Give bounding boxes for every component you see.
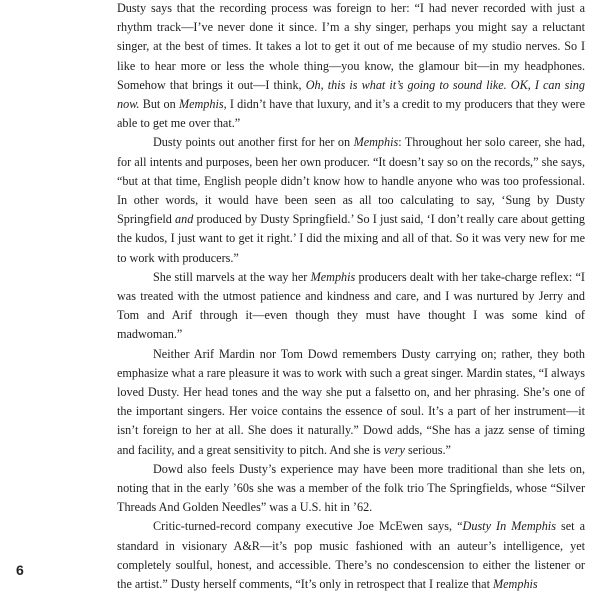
text-run: Neither Arif Mardin nor Tom Dowd remembers Dusty carrying on; rather, they both emphasize what a rare pleasure it was to work with such a great singer. Mardin states, “I always loved Dusty. Her head tones and the way she put a falsetto on, and her phrasing. She’s one of the important singers. Her voice contains the essence of soul. It’s a part of her instrument—it isn’t foreign to her at all. She does it naturally.” Dowd adds, “She has a jazz sense of timing and facility, and a great sensitivity to pitch. And she is [117,346,585,457]
body-text-column [117,0,585,594]
text-run: produced by Dusty Springfield.’ So I just said, ‘I don’t really care about getting the kudos, I just want to get it right.’ I did the mixing and all of that. So it was very new for me to work with producers.” [117,212,585,265]
paragraph [117,133,585,267]
paragraph [117,0,585,133]
text-run: set a standard in visionary A&R—it’s pop music fashioned with an auteur’s intelligence, yet completely soulful, honest, and accessible. There’s no condescension to either the listener or the artist.” Dusty herself comments, “It’s only in retrospect that I realize that [117,519,586,592]
text-run: : Throughout her solo career, she had, for all intents and purposes, been her own producer. “It doesn’t say so on the records,” she says, “but at that time, English people didn’t know how to handle anyone who was too professional. In other words, it would have been seen as all too calculating to say, ‘Sung by Dusty Springfield [117,135,585,227]
italic-text: Memphis [493,577,538,592]
page-number: 6 [16,562,24,578]
text-run: Dowd also feels Dusty’s experience may have been more traditional than she lets on, noting that in the early ’60s she was a member of the folk trio The Springfields, whose “Silver Threads And Golden Needles” was a U.S. hit in ’62. [117,461,585,515]
italic-text: Memphis [353,135,399,150]
text-run: producers dealt with her take-charge reflex: “I was treated with the utmost patience and kindness and care, and I was nurtured by Jerry and Tom and Arif through it—even though they must have thought I was some kind of madwoman.” [117,269,585,342]
text-run: She still marvels at the way her [153,269,311,284]
paragraph [117,460,585,518]
italic-text: Memphis [178,97,224,112]
paragraph [117,268,585,345]
text-run: Dusty says that the recording process was foreign to her: “I had never recorded with just a rhythm track—I’ve never done it since. I’m a shy singer, perhaps you might say a reluctant singer, at the best of times. It takes a lot to get it out of me because of my studio nerves. So I like to hear more or less the whole thing—you know, the glamour bit—in my headphones. Somehow that brings it out—I think, [117,1,585,92]
italic-text: Dusty In Memphis [462,519,556,534]
italic-text: Oh, this is what it’s going to sound like. OK, I can sing now. [117,77,585,112]
italic-text: Memphis [310,269,356,284]
text-run: Critic-turned-record company executive Joe McEwen says, “ [153,519,463,534]
text-run: But on [139,97,179,112]
italic-text: very [383,442,405,457]
paragraph [117,517,585,594]
text-run: , I didn’t have that luxury, and it’s a credit to my producers that they were able to get me over that.” [117,97,586,131]
text-run: serious.” [404,442,451,457]
text-run: Dusty points out another first for her on [153,135,354,150]
italic-text: and [175,212,194,227]
paragraph [117,345,585,460]
